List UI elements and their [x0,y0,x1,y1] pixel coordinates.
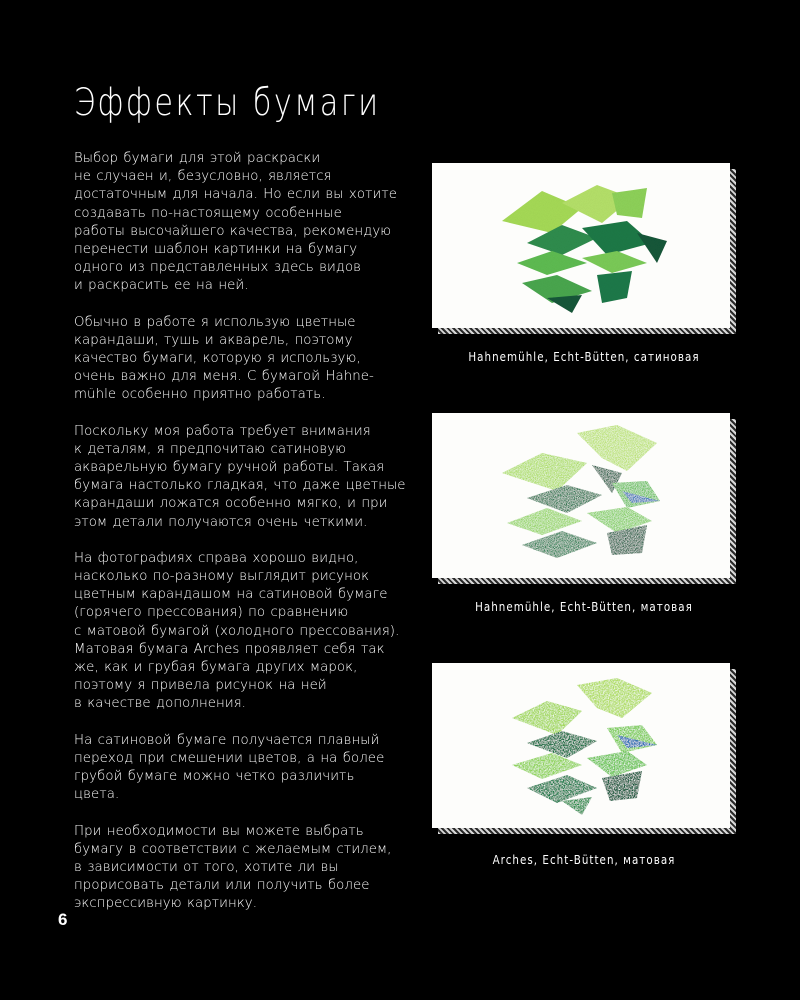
text-line: к деталям, я предпочитаю сатиновую [74,441,347,457]
paragraph-4 [74,550,414,714]
text-line: создавать по-настоящему особенные [74,205,342,221]
text-line: акварельную бумагу ручной работы. Такая [74,460,385,476]
leaf-drawing-2 [432,413,730,578]
text-line: же, как и грубая бумага других марок, [74,660,358,676]
text-line: На фотографиях справа хорошо видно, [74,550,359,566]
paper-sample-grainy [432,413,730,578]
text-line: карандаши ложатся особенно мягко, и при [74,496,388,512]
text-line: с матовой бумагой (холодного прессования). [74,623,400,639]
text-line: цвета. [74,787,120,803]
text-line: достаточным для начала. Но если вы хотите [74,187,398,203]
sample-card-1 [432,163,730,328]
sample-card-3 [432,663,730,828]
text-line: На сатиновой бумаге получается плавный [74,732,380,748]
text-line: бумага настолько гладкая, что даже цветные [74,478,406,494]
text-line: экспрессивную картинку. [74,896,258,912]
paper-sample-smooth [432,163,730,328]
text-line: грубой бумаге можно четко различить [74,769,355,785]
page-title: Эффекты бумаги [74,81,381,124]
caption-2: Hahnemühle, Echt-Bütten, матовая [475,600,693,614]
text-line: насколько по-разному выглядит рисунок [74,569,370,585]
leaf-drawing-3 [432,663,730,828]
text-line: Выбор бумаги для этой раскраски [74,151,321,166]
leaf-drawing-1 [432,163,730,328]
text-line: Поскольку моя работа требует внимания [74,423,371,439]
text-line: При необходимости вы можете выбрать [74,823,364,839]
text-line: этом детали получаются очень четкими. [74,514,368,530]
text-line: очень важно для меня. С бумагой Hahne- [74,369,374,385]
page-number: 6 [58,910,68,929]
text-line: цветным карандашом на сатиновой бумаге [74,587,388,603]
paragraph-2 [74,314,414,405]
text-line: и раскрасить ее на ней. [74,278,249,294]
text-line: качество бумаги, которую я использую, [74,351,361,367]
text-line: перенести шаблон картинки на бумагу [74,242,358,258]
text-line: поэтому я привела рисунок на ней [74,678,327,694]
body-text [74,150,414,932]
text-line: прорисовать детали или получить более [74,878,370,894]
text-line: карандаши, тушь и акварель, поэтому [74,332,353,348]
text-line: одного из представленных здесь видов [74,260,362,276]
text-line: mühle особенно приятно работать. [74,387,326,403]
paragraph-1 [74,150,414,296]
text-line: не случаен и, безусловно, является [74,169,332,185]
paragraph-3 [74,423,414,532]
text-line: в качестве дополнения. [74,696,246,712]
caption-1: Hahnemühle, Echt-Bütten, сатиновая [468,350,700,364]
sample-card-2 [432,413,730,578]
paper-sample-rough [432,663,730,828]
text-line: бумагу в соответствии с желаемым стилем, [74,841,392,857]
text-line: Матовая бумага Arches проявляет себя так [74,641,385,657]
caption-3: Arches, Echt-Bütten, матовая [492,853,676,867]
text-line: работы высочайшего качества, рекомендую [74,223,392,239]
text-line: Обычно в работе я использую цветные [74,314,356,330]
text-line: (горячего прессования) по сравнению [74,605,349,621]
text-line: в зависимости от того, хотите ли вы [74,859,339,875]
paragraph-6 [74,823,414,914]
text-line: переход при смешении цветов, а на более [74,750,385,766]
paragraph-5 [74,732,414,805]
